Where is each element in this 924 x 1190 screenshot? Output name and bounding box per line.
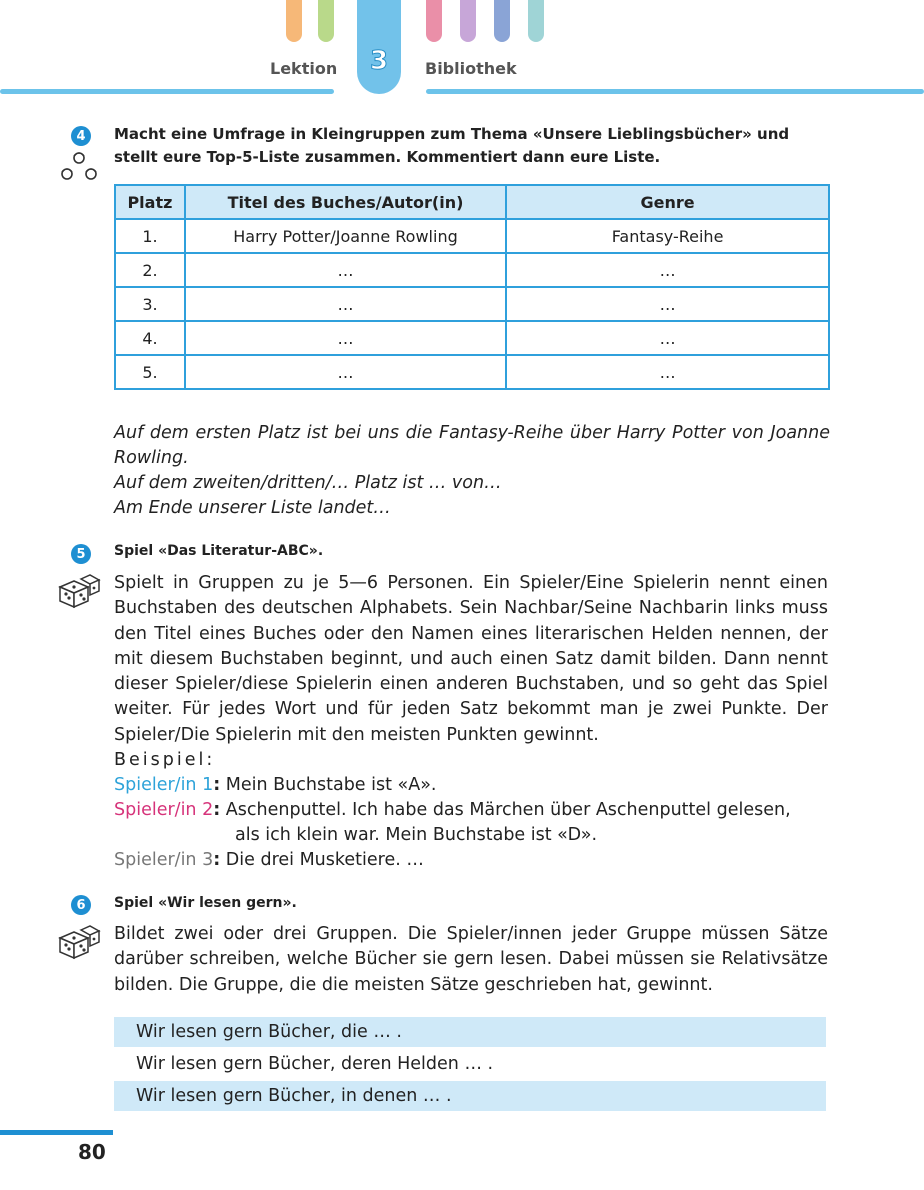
- top5-table: [114, 184, 830, 390]
- task5-title: Spiel «Das Literatur-ABC».: [114, 543, 324, 559]
- lesson-label: Lektion: [270, 59, 338, 78]
- task6-text: Bildet zwei oder drei Gruppen. Die Spieler/innen jeder Gruppe müssen Sätze darüber schreiben, welche Bücher sie gern lesen. Dabei müssen sie Relativsätze bilden. Die Gruppe, die die meisten Sätze geschrieben hat, gewinnt.: [114, 924, 828, 995]
- table-cell: Harry Potter/Joanne Rowling: [185, 219, 506, 253]
- color-tab: [460, 0, 476, 42]
- table-cell: …: [185, 253, 506, 287]
- table-cell: …: [506, 355, 829, 389]
- example-phrases: [114, 421, 830, 521]
- topic-title: Bibliothek: [425, 59, 517, 78]
- task-number-6: 6: [71, 895, 91, 915]
- column-header: Genre: [506, 185, 829, 219]
- task-number-5: 5: [71, 544, 91, 564]
- speaker-label: Spieler/in 2: [114, 800, 214, 820]
- lesson-number: 3: [369, 46, 389, 76]
- table-row: [115, 321, 829, 355]
- task6-title: Spiel «Wir lesen gern».: [114, 895, 297, 911]
- dice-icon: [57, 573, 101, 609]
- example-line: Auf dem ersten Platz ist bei uns die Fantasy-Reihe über Harry Potter von Joanne Rowling.: [114, 423, 830, 468]
- sentence-strip: Wir lesen gern Bücher, deren Helden … .: [136, 1054, 494, 1074]
- column-header: Platz: [115, 185, 185, 219]
- table-row: [115, 253, 829, 287]
- page-number: 80: [78, 1140, 106, 1164]
- table-cell: 1.: [115, 219, 185, 253]
- table-row: [115, 355, 829, 389]
- column-header: Titel des Buches/Autor(in): [185, 185, 506, 219]
- table-cell: 2.: [115, 253, 185, 287]
- speaker-label: Spieler/in 3: [114, 850, 214, 870]
- dialog-line: Spieler/in 3: Die drei Musketiere. …: [114, 850, 424, 870]
- example-line: Am Ende unserer Liste landet…: [114, 498, 391, 518]
- dialog-line: Spieler/in 1: Mein Buchstabe ist «A».: [114, 775, 437, 795]
- header-rule-left: [0, 89, 334, 94]
- color-tab: [528, 0, 544, 42]
- dialog-continuation: als ich klein war. Mein Buchstabe ist «D».: [235, 825, 598, 845]
- color-tab: [318, 0, 334, 42]
- table-row: [115, 287, 829, 321]
- table-cell: …: [185, 287, 506, 321]
- table-cell: 4.: [115, 321, 185, 355]
- dialog-line: Spieler/in 2: Aschenputtel. Ich habe das Märchen über Aschenputtel gelesen,: [114, 800, 791, 820]
- table-cell: 3.: [115, 287, 185, 321]
- table-cell: …: [506, 287, 829, 321]
- group-people-icon: [56, 150, 102, 184]
- task-number-4: 4: [71, 126, 91, 146]
- table-cell: …: [185, 321, 506, 355]
- table-header-row: [115, 185, 829, 219]
- speaker-label: Spieler/in 1: [114, 775, 214, 795]
- table-row: [115, 219, 829, 253]
- table-cell: Fantasy-Reihe: [506, 219, 829, 253]
- header-rule-right: [426, 89, 924, 94]
- chapter-header: [0, 0, 924, 110]
- task4-instruction: Macht eine Umfrage in Kleingruppen zum Thema «Unsere Lieblingsbücher» und stellt eure Top-5-Liste zusammen. Kommentiert dann eure Liste.: [114, 125, 790, 166]
- dialog-text: Aschenputtel. Ich habe das Märchen über Aschenputtel gelesen,: [225, 800, 791, 820]
- example-line: Auf dem zweiten/dritten/… Platz ist … von…: [114, 473, 502, 493]
- table-cell: …: [506, 253, 829, 287]
- table-cell: 5.: [115, 355, 185, 389]
- dialog-text: Mein Buchstabe ist «A».: [225, 775, 437, 795]
- lesson-badge: [357, 0, 401, 94]
- footer-rule: [0, 1130, 113, 1135]
- sentence-strip: Wir lesen gern Bücher, die … .: [114, 1017, 826, 1047]
- dialog-text: Die drei Musketiere. …: [225, 850, 424, 870]
- color-tab: [494, 0, 510, 42]
- example-label: Beispiel:: [114, 750, 216, 770]
- sentence-strip: Wir lesen gern Bücher, in denen … .: [114, 1081, 826, 1111]
- dice-icon: [57, 924, 101, 960]
- color-tab: [426, 0, 442, 42]
- color-tab: [286, 0, 302, 42]
- table-cell: …: [185, 355, 506, 389]
- task5-text: Spielt in Gruppen zu je 5—6 Personen. Ein Spieler/Eine Spielerin nennt einen Buchstaben des deutschen Alphabets. Sein Nachbar/Seine Nachbarin links muss den Titel eines Buches oder den Namen eines literarischen Helden nennen, der mit diesem Buchstaben beginnt, und auch einen Satz damit bilden. Dann nennt dieser Spieler/diese Spielerin einen anderen Buchstaben, und so geht das Spiel weiter. Für jedes Wort und für jeden Satz bekommt man je zwei Punkte. Der Spieler/Die Spielerin mit den meisten Punkten gewinnt.: [114, 573, 828, 745]
- table-cell: …: [506, 321, 829, 355]
